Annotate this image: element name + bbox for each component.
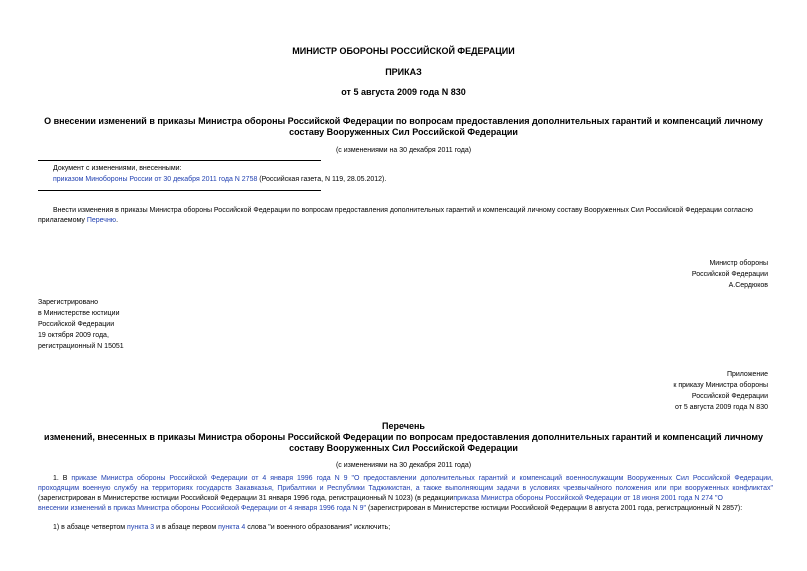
document-title-line1: О внесении изменений в приказы Министра обороны Российской Федерации по вопросам предоставления дополнительных гарантий и компенсаций личному — [44, 116, 763, 126]
subitem-1 — [53, 524, 390, 531]
signature-country: Российской Федерации — [691, 271, 768, 278]
order-9-link-part2[interactable]: проходящим военную службу на территориях государств Закавказья, Прибалтики и Республики Таджикистан, а также выполняющим задачи в условиях чрезвычайного положения или при вооруженных конфликтах" — [38, 485, 773, 492]
list-amendments-note: (с изменениями на 30 декабря 2011 года) — [335, 462, 472, 469]
registration-line4: 19 октября 2009 года, — [38, 332, 109, 339]
main-paragraph-line1: Внести изменения в приказы Министра обороны Российской Федерации по вопросам предоставления дополнительных гарантий и компенсаций личному составу Вооруженных Сил Российской Федерации согласно — [53, 207, 753, 214]
amendments-note: (с изменениями на 30 декабря 2011 года) — [335, 147, 472, 154]
punkt-3-link[interactable]: пункта 3 — [127, 524, 155, 531]
doc-type-heading: ПРИКАЗ — [385, 67, 422, 77]
ministry-heading: МИНИСТР ОБОРОНЫ РОССИЙСКОЙ ФЕДЕРАЦИИ — [292, 46, 515, 56]
registration-line3: Российской Федерации — [38, 321, 115, 328]
subitem-1-text-a: 1) в абзаце четвертом — [53, 524, 128, 531]
appendix-line2: к приказу Министра обороны — [673, 382, 768, 389]
registration-block — [38, 297, 124, 352]
signature-position: Министр обороны — [709, 260, 768, 267]
list-title: Перечень — [382, 421, 425, 431]
main-paragraph-end: . — [116, 217, 119, 224]
signature-block — [560, 258, 768, 291]
item-1 — [38, 474, 773, 514]
changes-box-bottom-rule — [38, 190, 321, 191]
changes-intro: Документ с изменениями, внесенными: — [53, 165, 182, 172]
registration-line1: Зарегистрировано — [38, 299, 98, 306]
main-paragraph — [38, 207, 773, 224]
item-1-line4 — [38, 504, 773, 514]
item-1-line3 — [38, 494, 773, 504]
order-274-link-part2[interactable]: внесении изменений в приказ Министра обороны Российской Федерации от 4 января 1996 года N 9" — [38, 505, 367, 512]
order-2758-link[interactable]: приказом Минобороны России от 30 декабря 2011 года N 2758 — [53, 176, 258, 183]
item-1-text-a: (зарегистрирован в Министерстве юстиции Российской Федерации 31 января 1996 года, регистрационный N 1023) (в редакции — [38, 495, 454, 502]
main-paragraph-line2 — [38, 217, 773, 224]
appendix-block — [560, 369, 768, 413]
subitem-1-text-c: слова "и военного образования" исключить; — [245, 524, 391, 531]
appendix-line1: Приложение — [726, 371, 768, 378]
changes-reference — [53, 176, 386, 183]
signature-name: А.Сердюков — [728, 282, 768, 289]
registration-line5: регистрационный N 15051 — [38, 343, 124, 350]
appendix-line3: Российской Федерации — [691, 393, 768, 400]
appendix-line4: от 5 августа 2009 года N 830 — [674, 404, 768, 411]
order-9-link-part1[interactable]: приказе Министра обороны Российской Федерации от 4 января 1996 года N 9 "О предоставлении дополнительных гарантий и компенсаций военнослужащим Вооруженных Сил Российской Федерации, — [71, 475, 773, 482]
punkt-4-link[interactable]: пункта 4 — [218, 524, 246, 531]
changes-box-top-rule — [38, 160, 321, 161]
main-paragraph-mid: прилагаемому — [38, 217, 87, 224]
list-subtitle-line2: составу Вооруженных Сил Российской Федерации — [289, 443, 518, 453]
changes-reference-tail: (Российская газета, N 119, 28.05.2012). — [257, 176, 387, 183]
list-subtitle-line1: изменений, внесенных в приказы Министра обороны Российской Федерации по вопросам предоставления дополнительных гарантий и компенсаций личному — [44, 432, 763, 442]
perechen-link[interactable]: Перечню — [86, 217, 117, 224]
registration-line2: в Министерстве юстиции — [38, 310, 120, 317]
item-1-line1 — [38, 474, 773, 484]
item-1-text-b: (зарегистрирован в Министерстве юстиции Российской Федерации 8 августа 2001 года, регистрационный N 2857): — [366, 505, 743, 512]
item-1-prefix: 1. В — [53, 475, 72, 482]
date-number-heading: от 5 августа 2009 года N 830 — [341, 87, 466, 97]
subitem-1-text-b: и в абзаце первом — [154, 524, 219, 531]
item-1-line2 — [38, 484, 773, 494]
order-274-link-part1[interactable]: приказа Министра обороны Российской Федерации от 18 июня 2001 года N 274 "О — [453, 495, 723, 502]
document-title-line2: составу Вооруженных Сил Российской Федерации — [289, 127, 518, 137]
